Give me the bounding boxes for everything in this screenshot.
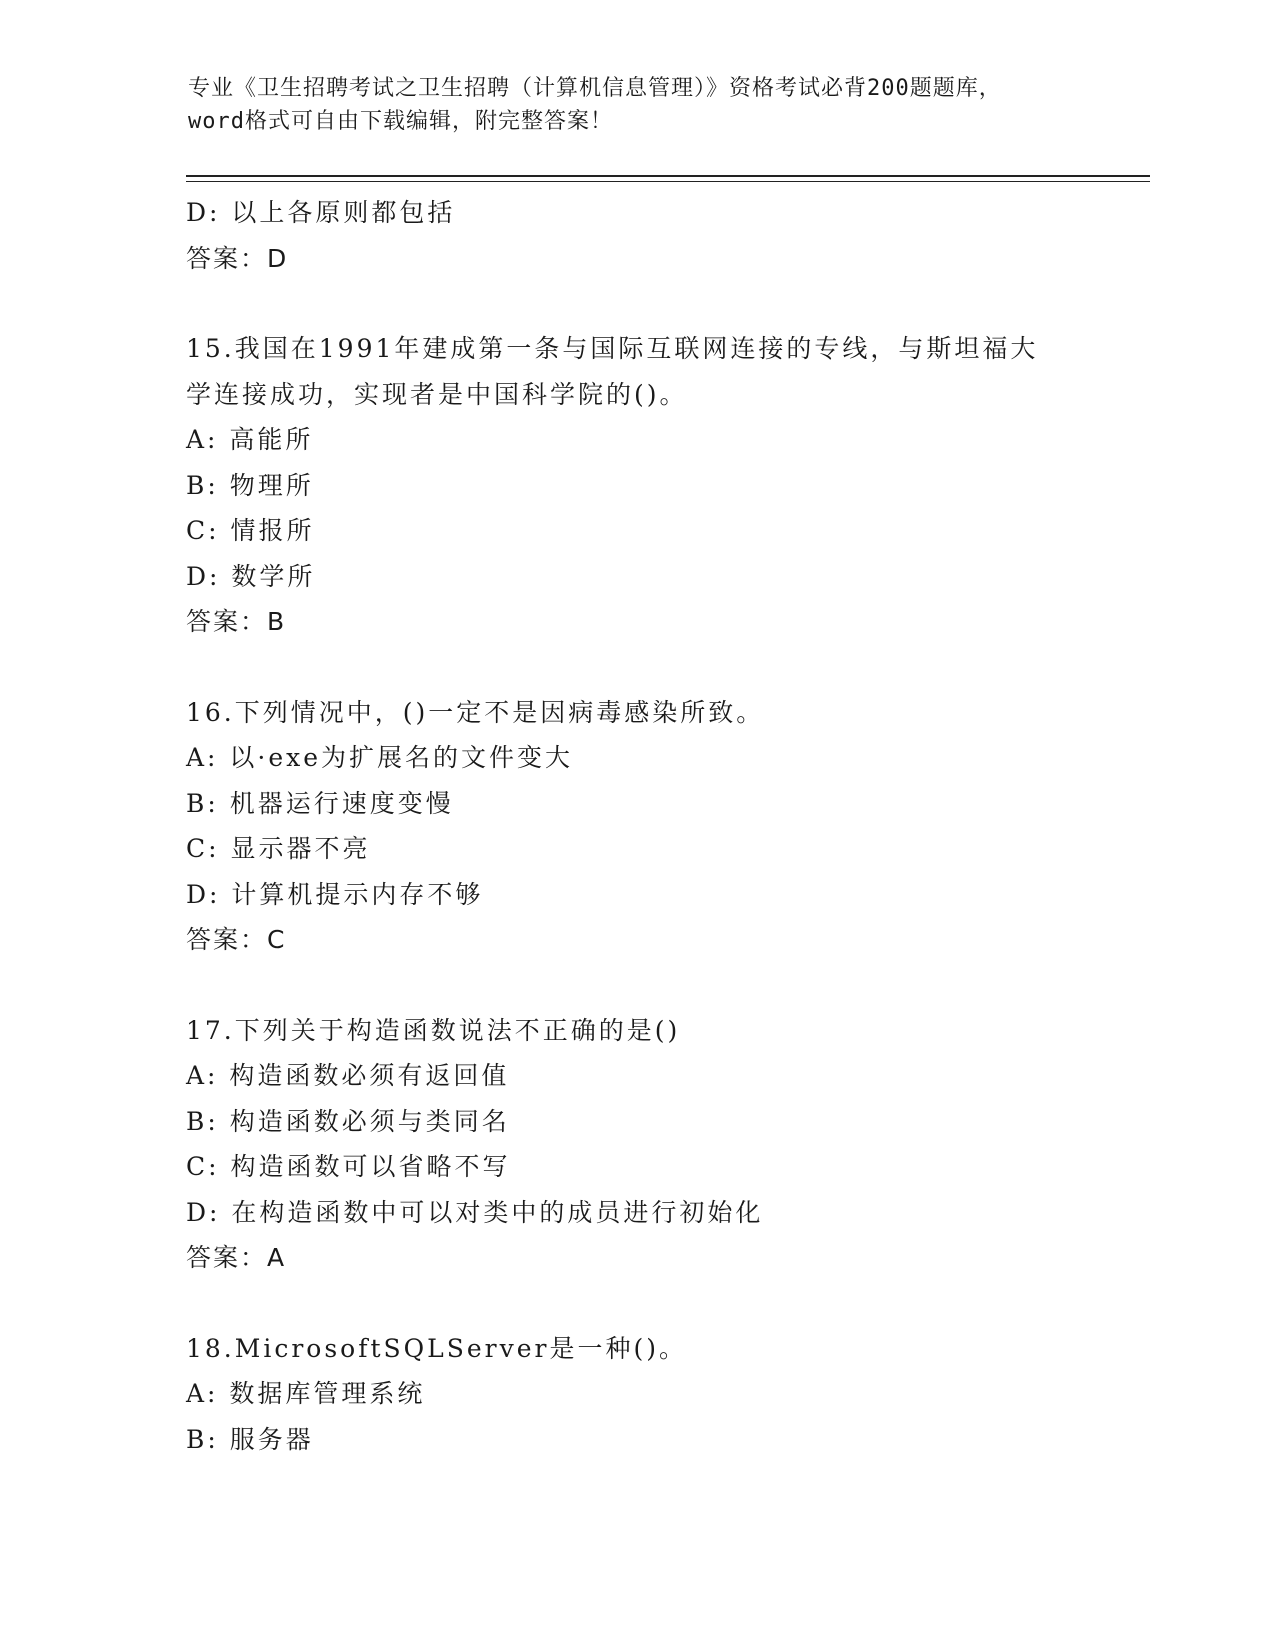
option-b: B: 机器运行速度变慢 [186, 788, 454, 818]
option-d: D: 在构造函数中可以对类中的成员进行初始化 [186, 1197, 764, 1227]
header-line-2: word格式可自由下载编辑，附完整答案！ [188, 109, 613, 134]
header-divider-thin [186, 181, 1150, 182]
option-d: D: 以上各原则都包括 [186, 198, 456, 227]
answer-line: 答案：B [186, 607, 287, 636]
header-line-1: 专业《卫生招聘考试之卫生招聘（计算机信息管理）》资格考试必背200题题库， [188, 76, 1002, 101]
option-c: C: 构造函数可以省略不写 [186, 1152, 511, 1181]
option-a: A: 数据库管理系统 [186, 1379, 426, 1408]
question-16 [186, 690, 1086, 963]
question-17 [186, 1008, 1086, 1281]
option-d: D: 计算机提示内存不够 [186, 879, 484, 909]
option-a: A: 构造函数必须有返回值 [186, 1061, 510, 1090]
header-divider-thick [186, 175, 1150, 177]
question-prev-tail [186, 190, 1086, 281]
answer-line: 答案：D [186, 243, 289, 273]
question-stem: 18.MicrosoftSQLServer是一种()。 [186, 1333, 688, 1363]
question-list [186, 190, 1086, 1462]
question-stem: 15.我国在1991年建成第一条与国际互联网连接的专线，与斯坦福大 [186, 334, 1039, 363]
spacer [186, 645, 1086, 690]
option-a: A: 以·exe为扩展名的文件变大 [186, 743, 574, 772]
question-18 [186, 1326, 1086, 1463]
option-c: C: 显示器不亮 [186, 834, 371, 863]
question-stem: 16.下列情况中，()一定不是因病毒感染所致。 [186, 697, 765, 727]
option-a: A: 高能所 [186, 425, 314, 454]
answer-line: 答案：C [186, 925, 287, 954]
spacer [186, 963, 1086, 1008]
option-b: B: 构造函数必须与类同名 [186, 1106, 510, 1136]
option-c: C: 情报所 [186, 516, 315, 545]
question-stem: 17.下列关于构造函数说法不正确的是() [186, 1015, 681, 1045]
answer-line: 答案：A [186, 1243, 287, 1272]
question-stem-continued: 学连接成功，实现者是中国科学院的()。 [186, 379, 688, 409]
option-b: B: 服务器 [186, 1424, 314, 1454]
spacer [186, 1281, 1086, 1326]
spacer [186, 281, 1086, 326]
option-b: B: 物理所 [186, 470, 314, 500]
option-d: D: 数学所 [186, 561, 316, 591]
document-header [188, 72, 1088, 138]
question-15 [186, 326, 1086, 645]
